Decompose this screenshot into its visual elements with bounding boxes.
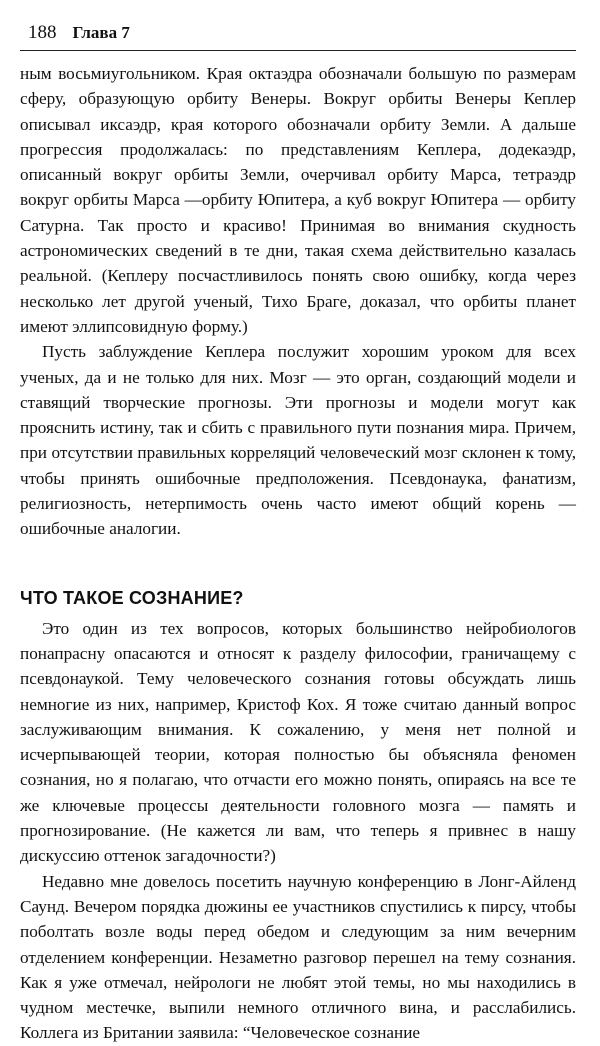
paragraph-continued: ным восьмиугольником. Края октаэдра обозначали большую по размерам сферу, образующую орбиту Венеры. Вокруг орбиты Венеры Кеплер описывал иксаэдр, края которого обозначали орбиту Земли. А дальше прогрессия продолжалась: по представлениям Кеплера, додекаэдр, описанный вокруг орбиты Земли, очерчивал орбиту Марса, тетраэдр вокруг орбиты Марса —орбиту Юпитера, а куб вокруг Юпитера — орбиту Сатурна. Так просто и красиво! Принимая во внимания скудность астрономических сведений в те дни, такая схема действительно казалась реальной. (Кеплеру посчастливилось понять свою ошибку, когда через несколько лет другой ученый, Тихо Браге, доказал, что орбиты планет имеют эллипсовидную форму.) <box>20 64 576 336</box>
page-number: 188 <box>28 22 57 43</box>
book-page <box>20 22 576 1046</box>
chapter-title: Глава 7 <box>72 23 130 42</box>
paragraph: Пусть заблуждение Кеплера послужит хорошим уроком для всех ученых, да и не только для них. Мозг — это орган, создающий модели и ставящий творческие прогнозы. Эти прогнозы и модели могут как прояснить истину, так и сбить с правильного пути познания мира. Причем, при отсутствии правильных корреляций человеческий мозг склонен к тому, чтобы принять ошибочные предположения. Псевдонаука, фанатизм, религиозность, нетерпимость очень часто имеют общий корень — ошибочные аналогии. <box>20 342 576 539</box>
section-heading: ЧТО ТАКОЕ СОЗНАНИЕ? <box>20 587 244 608</box>
paragraph: Это один из тех вопросов, которых большинство нейробиологов понапрасну опасаются и относят к разделу философии, граничащему с псевдонаукой. Тему человеческого сознания готовы обсуждать лишь немногие из них, например, Кристоф Кох. Я тоже считаю данный вопрос заслуживающим внимания. К сожалению, у меня нет полной и исчерпывающей теории, которая полностью бы объясняла феномен сознания, но я полагаю, что отчасти его можно понять, опираясь на все те же ключевые процессы деятельности головного мозга — память и прогнозирование. (Не кажется ли вам, что теперь я привнес в нашу дискуссию оттенок загадочности?) <box>20 618 576 866</box>
body-text <box>20 61 576 1046</box>
running-header <box>20 22 576 51</box>
paragraph: Недавно мне довелось посетить научную конференцию в Лонг-Айленд Саунд. Вечером порядка дюжины ее участников спустились к пирсу, чтобы поболтать возле воды перед обедом и следующим за ним вечерним отделением конференции. Незаметно разговор перешел на тему сознания. Как я уже отмечал, нейрологи не любят этой темы, но мы находились в чудном местечке, выпили немного отличного вина, и расслабились. Коллега из Британии заявила: “Человеческое сознание <box>20 871 576 1043</box>
